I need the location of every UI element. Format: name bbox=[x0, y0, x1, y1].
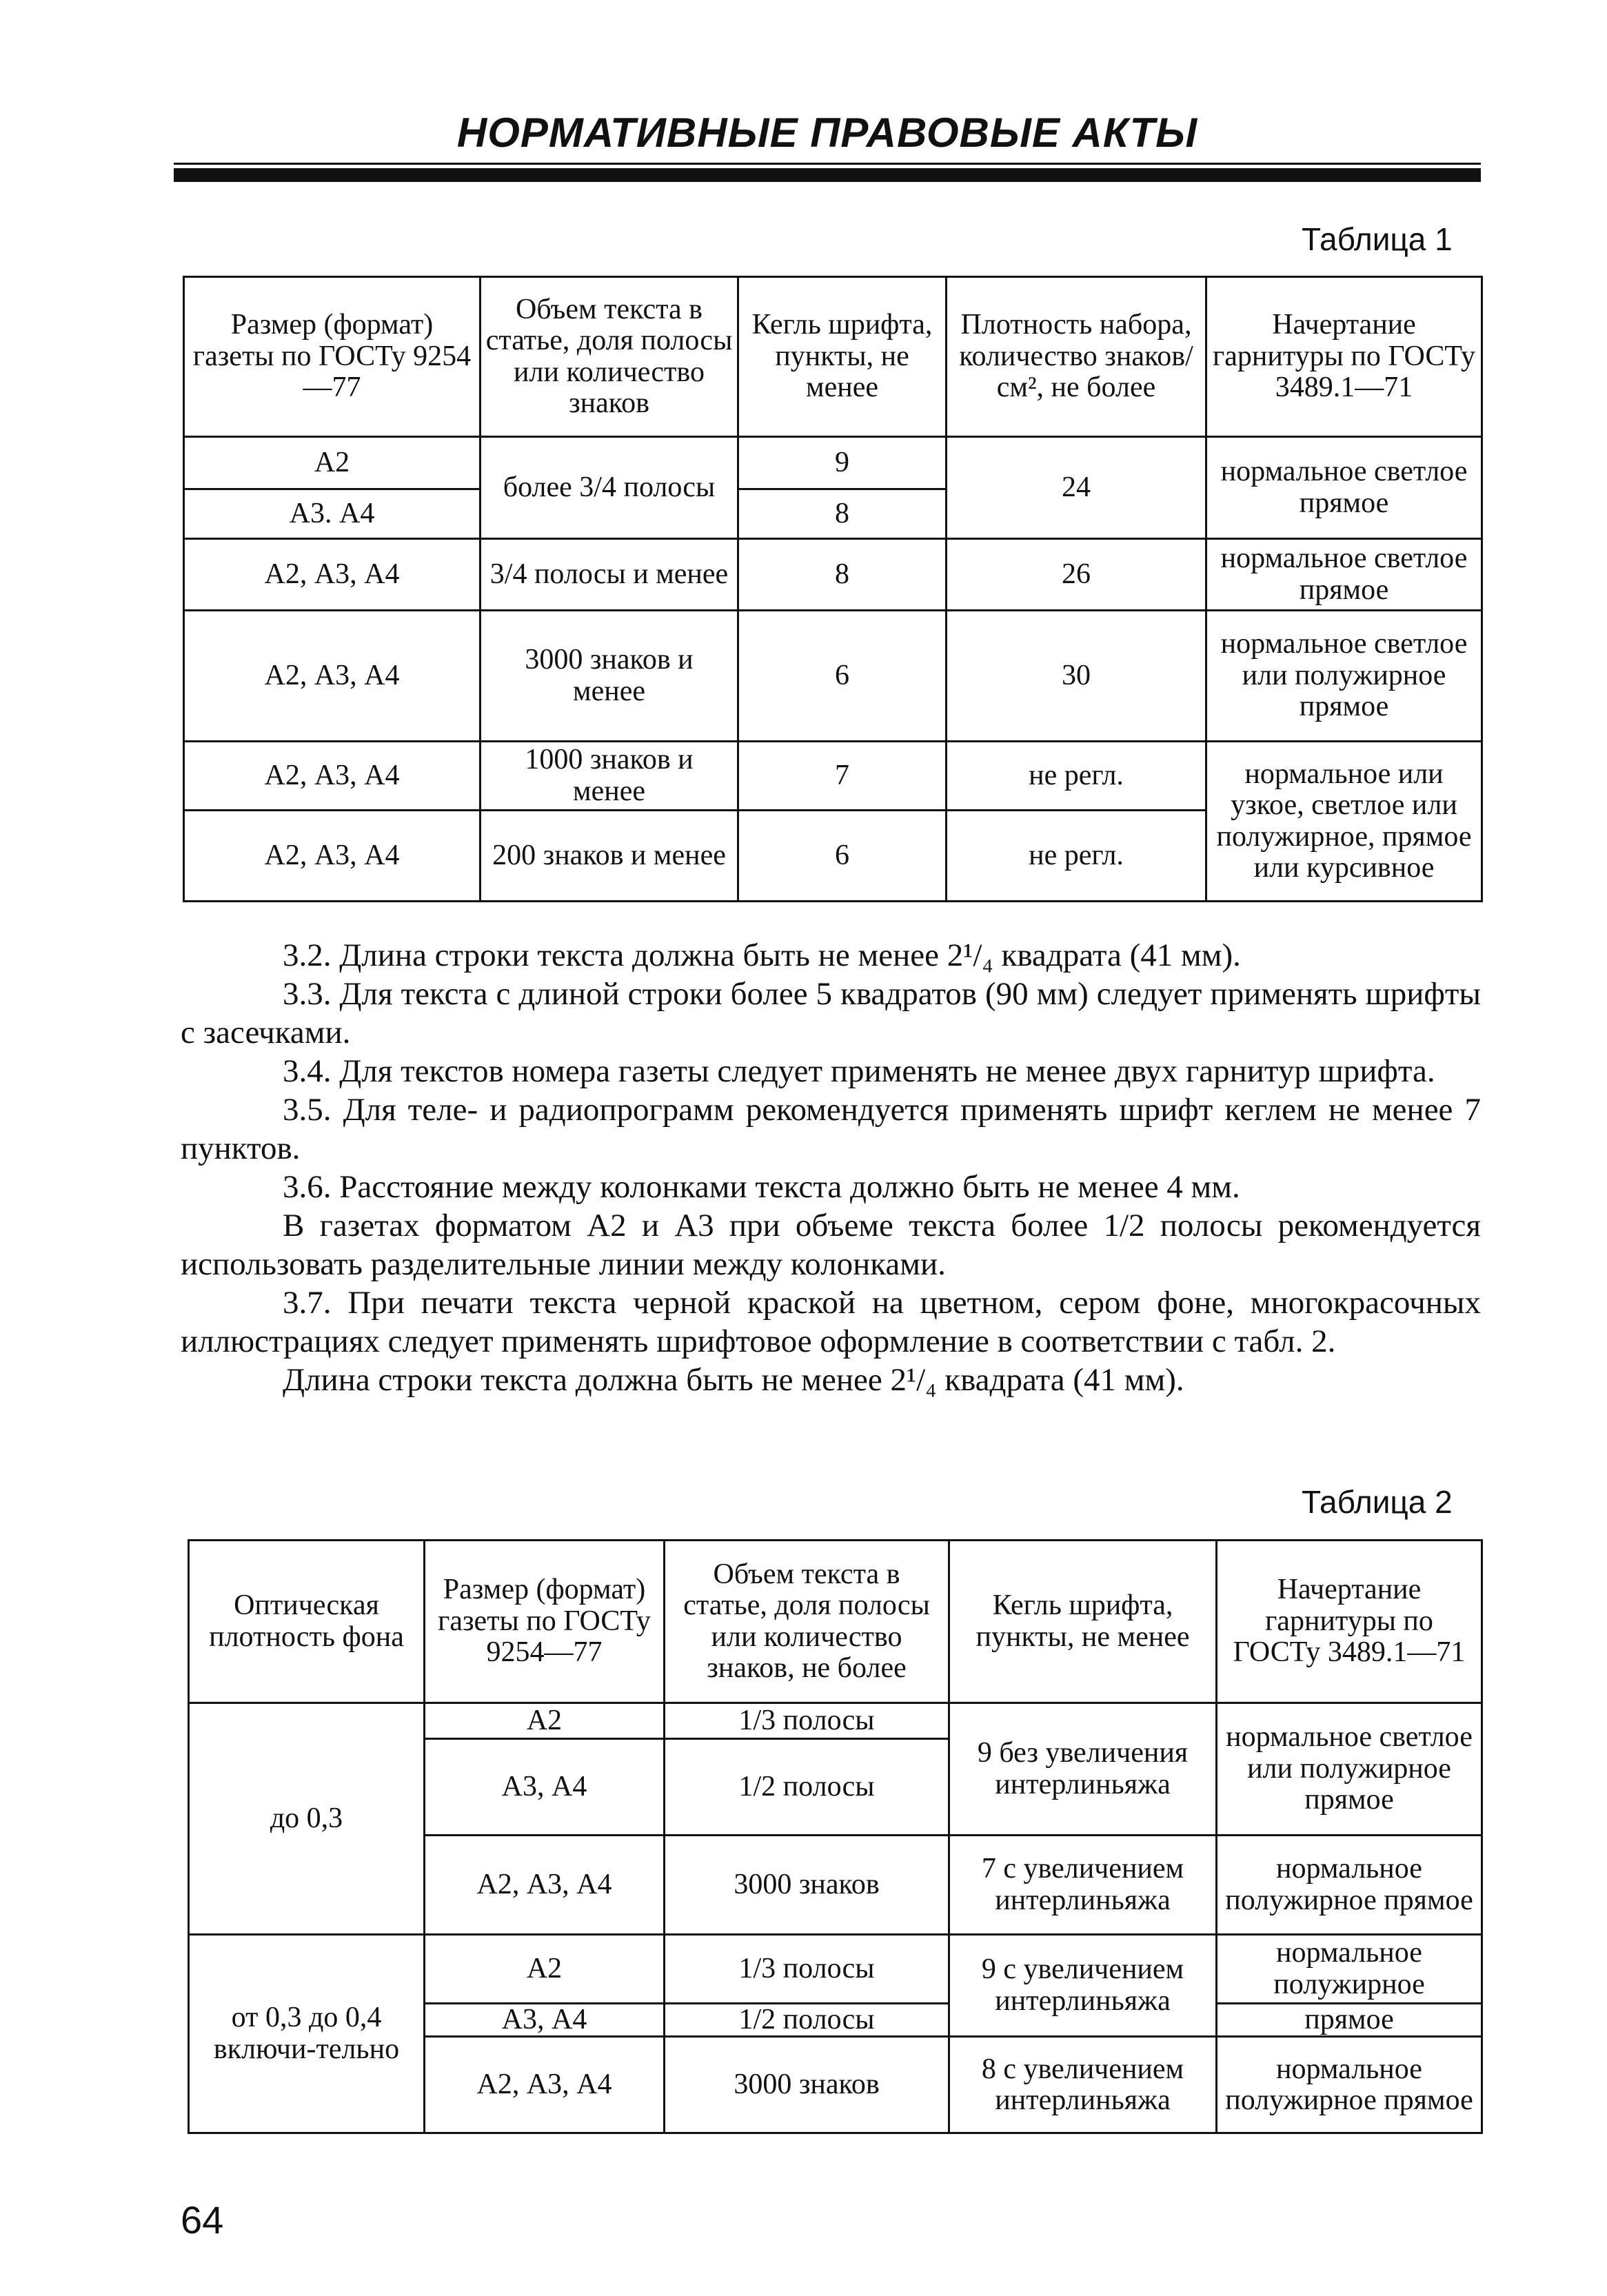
table-cell: А2, А3, А4 bbox=[184, 611, 481, 742]
table-cell: не регл. bbox=[947, 811, 1206, 902]
table-cell: 3000 знаков bbox=[665, 1836, 949, 1935]
paragraph: Длина строки текста должна быть не менее 2¹/₄ квадрата (41 мм). bbox=[283, 1362, 1184, 1398]
table2-header-cell: Кегль шрифта, пункты, не менее bbox=[949, 1541, 1217, 1703]
table1-caption: Таблица 1 bbox=[1302, 221, 1453, 257]
table-cell: А3. А4 bbox=[184, 489, 481, 539]
table-cell: А2, А3, А4 bbox=[425, 1836, 665, 1935]
page-number: 64 bbox=[181, 2198, 224, 2242]
table-cell: А2, А3, А4 bbox=[184, 539, 481, 611]
table-cell: 7 с увеличением интерлиньяжа bbox=[949, 1836, 1217, 1935]
table-row bbox=[184, 437, 1482, 489]
table-cell: 8 bbox=[738, 539, 947, 611]
paragraph: 3.4. Для текстов номера газеты следует применять не менее двух гарнитур шрифта. bbox=[283, 1053, 1435, 1089]
table1-header-cell: Плотность набора, количество знаков/см², не более bbox=[947, 277, 1206, 437]
table-cell: 26 bbox=[947, 539, 1206, 611]
table-row bbox=[189, 1935, 1482, 2004]
table-cell: 1/3 полосы bbox=[665, 1703, 949, 1739]
table2-header-cell: Оптическая плотность фона bbox=[189, 1541, 425, 1703]
table2-header-cell: Размер (формат) газеты по ГОСТу 9254—77 bbox=[425, 1541, 665, 1703]
table2-header-cell: Начертание гарнитуры по ГОСТу 3489.1—71 bbox=[1217, 1541, 1482, 1703]
table-cell: А2, А3, А4 bbox=[425, 2037, 665, 2133]
table-row bbox=[184, 539, 1482, 611]
table-cell: нормальное светлое или полужирное прямое bbox=[1217, 1703, 1482, 1836]
table-cell: 1/2 полосы bbox=[665, 1739, 949, 1836]
table2-caption: Таблица 2 bbox=[1302, 1484, 1453, 1520]
table-row bbox=[189, 1703, 1482, 1739]
table-row bbox=[184, 742, 1482, 811]
header-rule-thick bbox=[174, 168, 1481, 182]
table-cell: 3000 знаков и менее bbox=[481, 611, 738, 742]
table-cell: более 3/4 полосы bbox=[481, 437, 738, 539]
paragraph: В газетах форматом А2 и А3 при объеме текста более 1/2 полосы рекомендуется использовать разделительные линии между колонками. bbox=[181, 1208, 1481, 1282]
table-cell: 7 bbox=[738, 742, 947, 811]
table2-header-cell: Объем текста в статье, доля полосы или количество знаков, не более bbox=[665, 1541, 949, 1703]
table1-header-cell: Размер (формат) газеты по ГОСТу 9254—77 bbox=[184, 277, 481, 437]
table-cell: 9 без увеличения интерлиньяжа bbox=[949, 1703, 1217, 1836]
table-row bbox=[184, 611, 1482, 742]
paragraph: 3.5. Для теле- и радиопрограмм рекомендуется применять шрифт кеглем не менее 7 пунктов. bbox=[181, 1092, 1481, 1166]
table1-header-cell: Кегль шрифта, пункты, не менее bbox=[738, 277, 947, 437]
paragraph: 3.3. Для текста с длиной строки более 5 квадратов (90 мм) следует применять шрифты с засечками. bbox=[181, 976, 1481, 1050]
table-cell: от 0,3 до 0,4 включи-тельно bbox=[189, 1935, 425, 2133]
paragraph: 3.7. При печати текста черной краской на цветном, сером фоне, многокрасочных иллюстрациях следует применять шрифтовое оформление в соответствии с табл. 2. bbox=[181, 1285, 1481, 1359]
table-cell: 1/2 полосы bbox=[665, 2004, 949, 2037]
table-cell: до 0,3 bbox=[189, 1703, 425, 1935]
paragraph: 3.6. Расстояние между колонками текста должно быть не менее 4 мм. bbox=[283, 1169, 1240, 1205]
table-cell: 8 bbox=[738, 489, 947, 539]
table-cell: 3/4 полосы и менее bbox=[481, 539, 738, 611]
table-cell: нормальное или узкое, светлое или полужирное, прямое или курсивное bbox=[1206, 742, 1482, 902]
table-cell: 24 bbox=[947, 437, 1206, 539]
table-cell: нормальное светлое прямое bbox=[1206, 539, 1482, 611]
table-cell: нормальное светлое прямое bbox=[1206, 437, 1482, 539]
table-cell: 8 с увеличением интерлиньяжа bbox=[949, 2037, 1217, 2133]
table-cell: 30 bbox=[947, 611, 1206, 742]
table-cell: нормальное полужирное прямое bbox=[1217, 2037, 1482, 2133]
table-cell: 1/3 полосы bbox=[665, 1935, 949, 2004]
table-cell: А3, А4 bbox=[425, 2004, 665, 2037]
table-cell: А2 bbox=[184, 437, 481, 489]
table-cell: 6 bbox=[738, 611, 947, 742]
table2-header-row bbox=[189, 1541, 1482, 1703]
table-cell: нормальное полужирное прямое bbox=[1217, 1836, 1482, 1935]
table-cell: прямое bbox=[1217, 2004, 1482, 2037]
table-cell: 200 знаков и менее bbox=[481, 811, 738, 902]
table1-header-row bbox=[184, 277, 1482, 437]
table-cell: 9 bbox=[738, 437, 947, 489]
table-cell: А2 bbox=[425, 1703, 665, 1739]
running-header-title: НОРМАТИВНЫЕ ПРАВОВЫЕ АКТЫ bbox=[456, 110, 1198, 156]
table-2 bbox=[188, 1539, 1483, 2134]
table-cell: нормальное светлое или полужирное прямое bbox=[1206, 611, 1482, 742]
table-cell: А3, А4 bbox=[425, 1739, 665, 1836]
table-cell: А2, А3, А4 bbox=[184, 811, 481, 902]
table-cell: А2 bbox=[425, 1935, 665, 2004]
table-cell: 3000 знаков bbox=[665, 2037, 949, 2133]
table-cell: 9 с увеличением интерлиньяжа bbox=[949, 1935, 1217, 2037]
table-cell: 6 bbox=[738, 811, 947, 902]
table-cell: 1000 знаков и менее bbox=[481, 742, 738, 811]
table1-header-cell: Начертание гарнитуры по ГОСТу 3489.1—71 bbox=[1206, 277, 1482, 437]
table-cell: А2, А3, А4 bbox=[184, 742, 481, 811]
paragraph: 3.2. Длина строки текста должна быть не менее 2¹/₄ квадрата (41 мм). bbox=[283, 937, 1241, 973]
table-cell: нормальное полужирное bbox=[1217, 1935, 1482, 2004]
table-cell: не регл. bbox=[947, 742, 1206, 811]
table1-header-cell: Объем текста в статье, доля полосы или количество знаков bbox=[481, 277, 738, 437]
body-text bbox=[181, 936, 1481, 1399]
table-1 bbox=[183, 276, 1483, 902]
header-rule-thin bbox=[174, 163, 1481, 165]
